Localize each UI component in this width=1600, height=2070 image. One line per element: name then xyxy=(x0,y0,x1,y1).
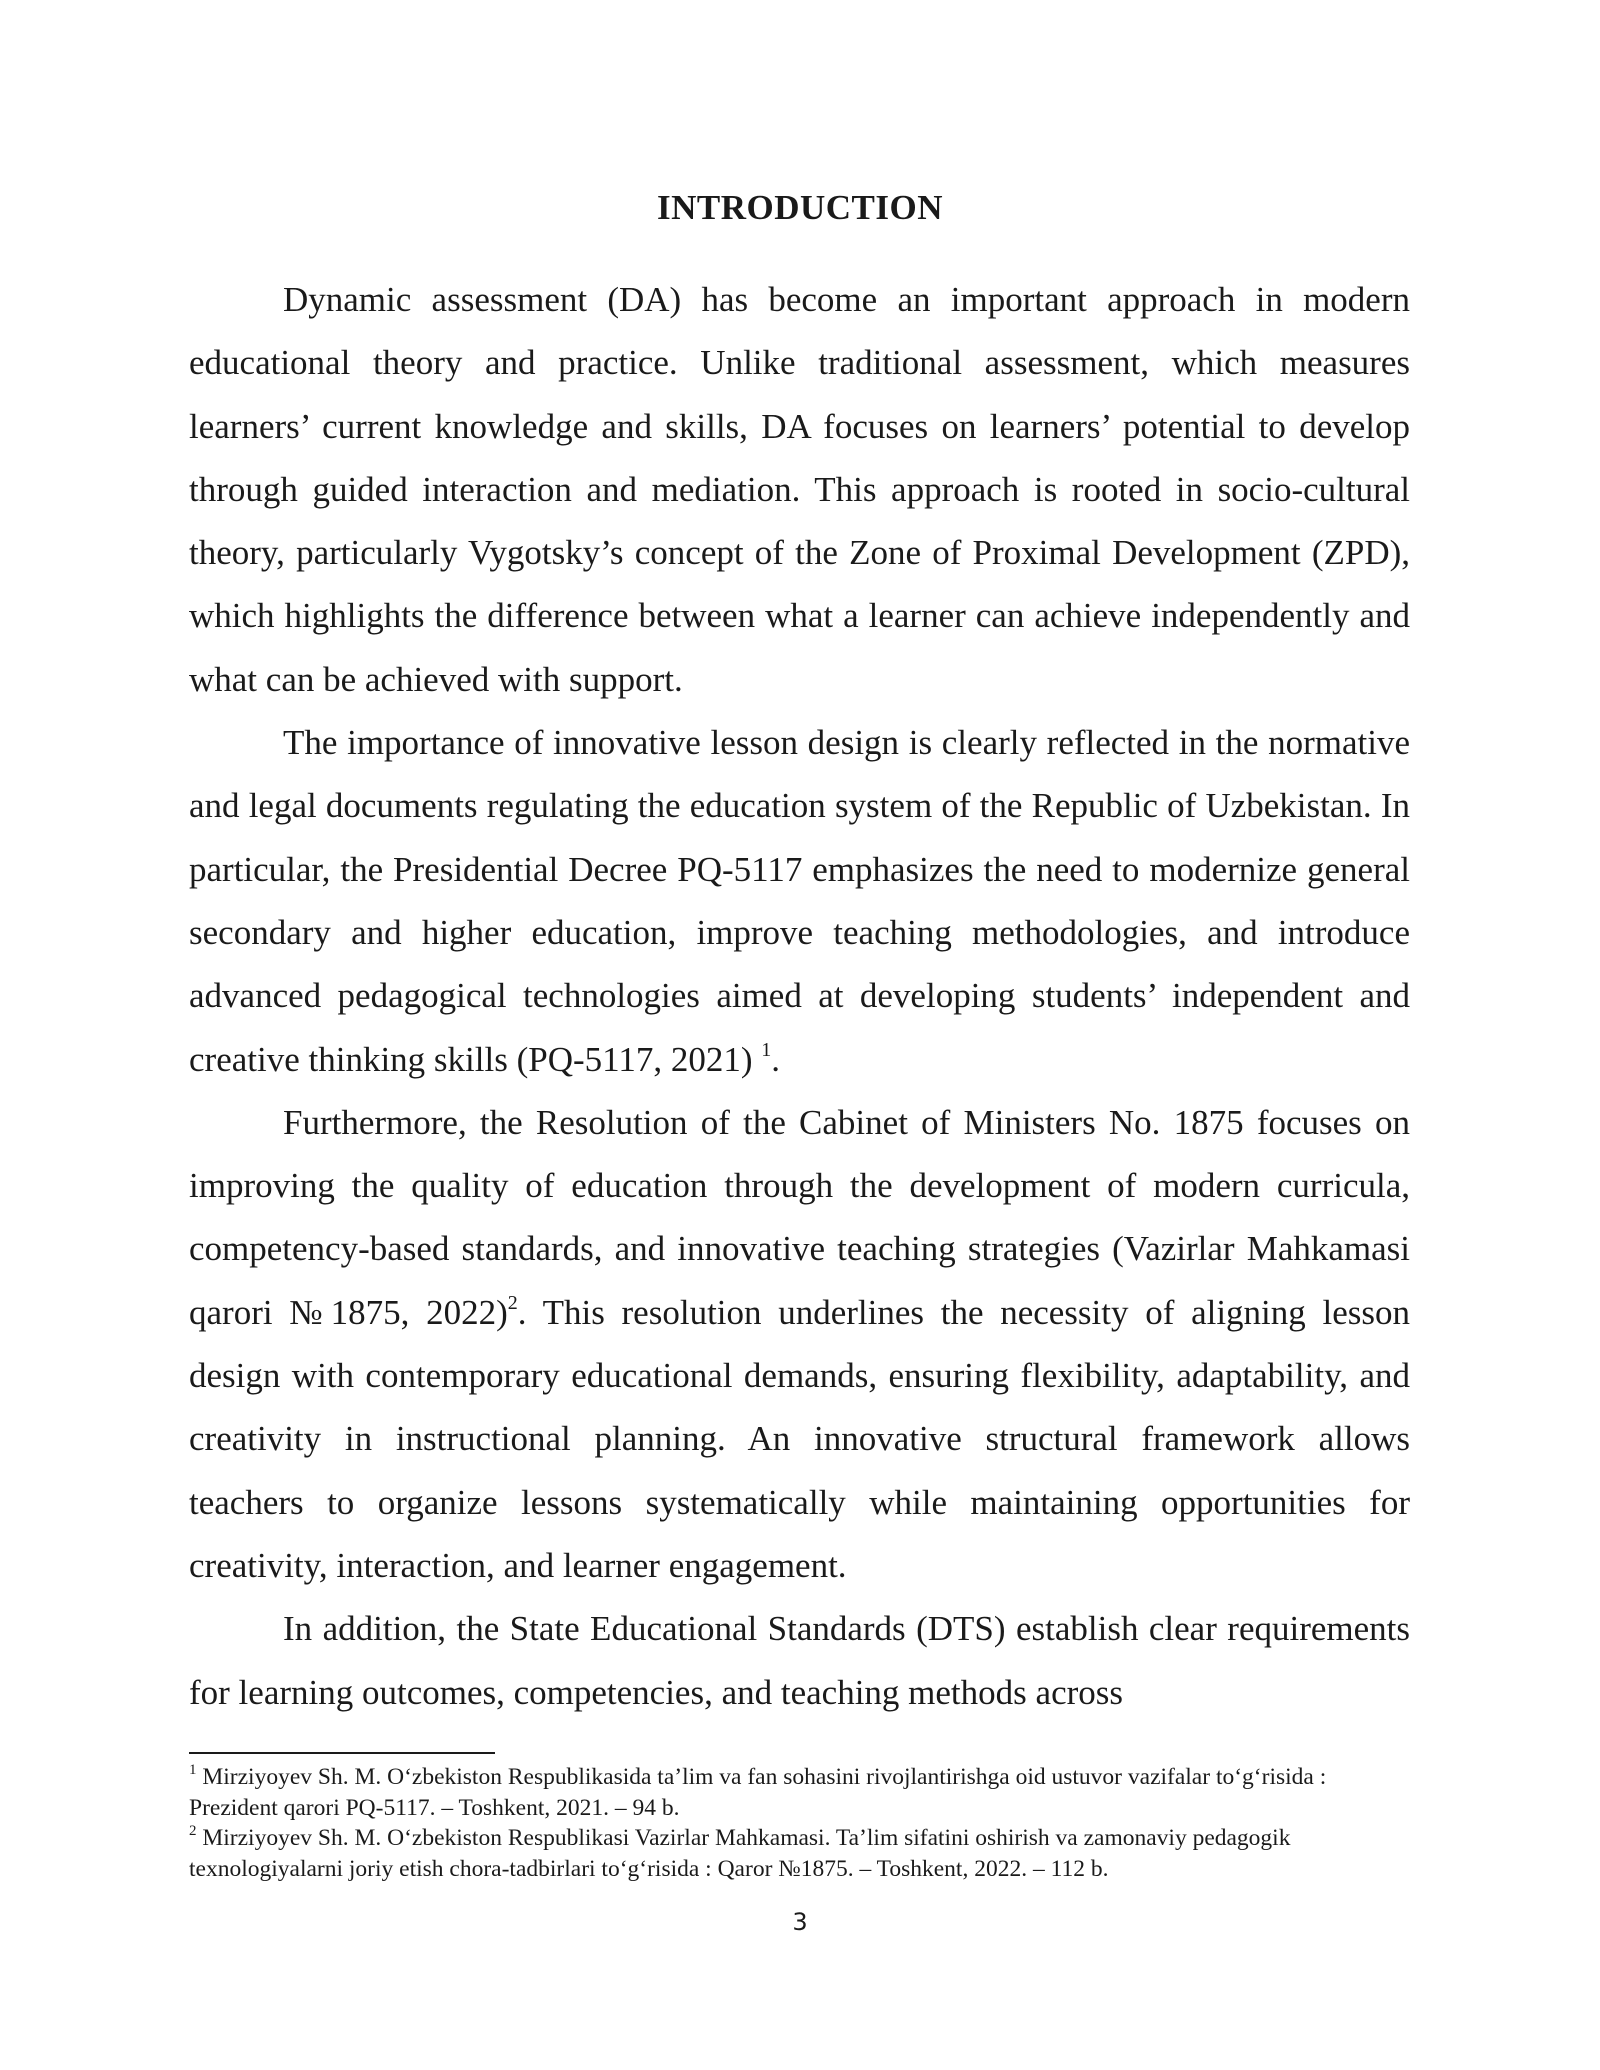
footnote-2 xyxy=(189,1823,1410,1884)
paragraph-1 xyxy=(189,268,1410,711)
paragraph-3 xyxy=(189,1091,1410,1597)
paragraph-4-text: In addition, the State Educational Standards (DTS) establish clear requirements for learning outcomes, competencies, and teaching methods across xyxy=(189,1609,1410,1712)
paragraph-3-text-after: . This resolution underlines the necessity of aligning lesson design with contemporary educational demands, ensuring flexibility, adaptability, and creativity in instructional planning. An innovative structural framework allows teachers to organize lessons systematically while maintaining opportunities for creativity, interaction, and learner engagement. xyxy=(189,1292,1410,1585)
paragraph-2 xyxy=(189,711,1410,1091)
paragraph-3-text-before: Furthermore, the Resolution of the Cabinet of Ministers No. 1875 focuses on improving the quality of education through the development of modern curricula, competency-based standards, and innovative teaching strategies (Vazirlar Mahkamasi qarori №1875, 2022) xyxy=(189,1102,1410,1332)
footnote-2-text: Mirziyoyev Sh. M. O‘zbekiston Respublikasi Vazirlar Mahkamasi. Ta’lim sifatini oshirish va zamonaviy pedagogik texnologiyalarni joriy etish chora-tadbirlari to‘g‘risida : Qaror №1875. – Toshkent, 2022. – 112 b. xyxy=(189,1825,1291,1882)
paragraph-4 xyxy=(189,1597,1410,1724)
footnote-ref-2[interactable]: 2 xyxy=(507,1292,518,1315)
footnote-ref-1[interactable]: 1 xyxy=(761,1038,772,1061)
body-text xyxy=(189,268,1410,1724)
page-number: 3 xyxy=(792,1908,808,1936)
paragraph-1-text: Dynamic assessment (DA) has become an important approach in modern educational theory and practice. Unlike traditional assessment, which measures learners’ current knowledge and skills, DA focuses on learners’ potential to develop through guided interaction and mediation. This approach is rooted in socio-cultural theory, particularly Vygotsky’s concept of the Zone of Proximal Development (ZPD), which highlights the difference between what a learner can achieve independently and what can be achieved with support. xyxy=(189,280,1410,699)
footnote-separator xyxy=(189,1752,495,1754)
footnote-1 xyxy=(189,1762,1410,1823)
paragraph-2-end: . xyxy=(771,1039,780,1079)
page-heading: INTRODUCTION xyxy=(656,188,944,227)
footnote-1-marker: 1 xyxy=(189,1762,197,1779)
footnote-1-text: Mirziyoyev Sh. M. O‘zbekiston Respublikasida ta’lim va fan sohasini rivojlantirishga oid ustuvor vazifalar to‘g‘risida : Prezident qarori PQ-5117. – Toshkent, 2021. – 94 b. xyxy=(189,1764,1327,1821)
footnotes xyxy=(189,1762,1410,1884)
paragraph-2-text: The importance of innovative lesson design is clearly reflected in the normative and legal documents regulating the education system of the Republic of Uzbekistan. In particular, the Presidential Decree PQ-5117 emphasizes the need to modernize general secondary and higher education, improve teaching methodologies, and introduce advanced pedagogical technologies aimed at developing students’ independent and creative thinking skills (PQ-5117, 2021) xyxy=(189,723,1410,1079)
footnote-2-marker: 2 xyxy=(189,1823,197,1840)
